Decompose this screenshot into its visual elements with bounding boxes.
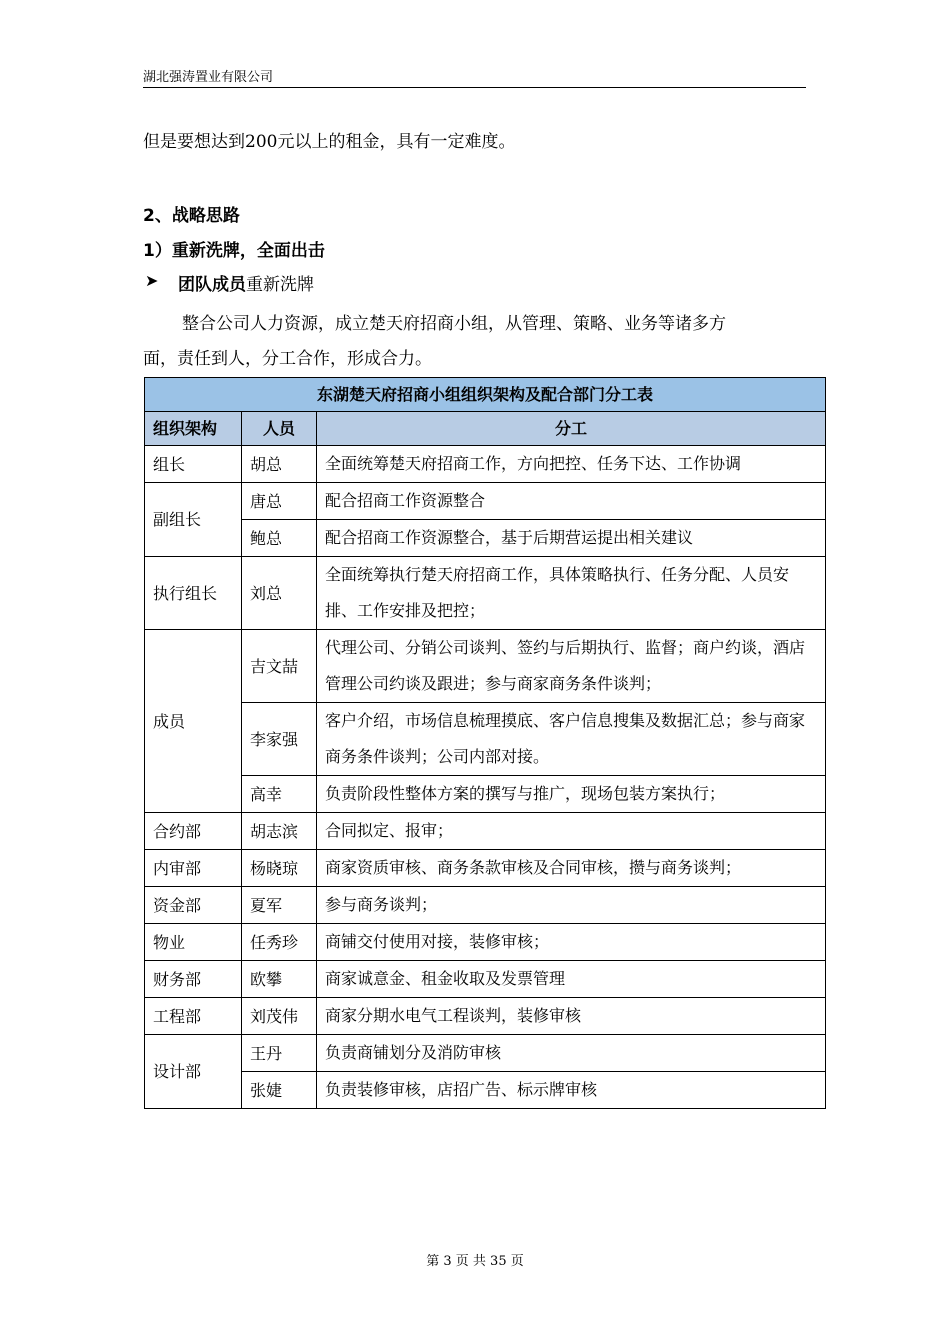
org-cell: 合约部 <box>145 813 242 850</box>
duty-cell: 负责装修审核，店招广告、标示牌审核 <box>317 1072 826 1109</box>
person-cell: 欧攀 <box>242 961 317 998</box>
table-row <box>145 1072 826 1109</box>
table-row <box>145 703 826 776</box>
duty-cell: 客户介绍，市场信息梳理摸底、客户信息搜集及数据汇总；参与商家商务条件谈判；公司内部对接。 <box>317 703 826 776</box>
org-cell: 组长 <box>145 446 242 483</box>
person-cell: 高幸 <box>242 776 317 813</box>
table-row <box>145 520 826 557</box>
org-cell: 成员 <box>145 630 242 813</box>
person-cell: 王丹 <box>242 1035 317 1072</box>
table-title: 东湖楚天府招商小组组织架构及配合部门分工表 <box>145 378 826 412</box>
duty-cell: 商家资质审核、商务条款审核及合同审核，攒与商务谈判； <box>317 850 826 887</box>
table-row <box>145 1035 826 1072</box>
page-footer: 第 3 页 共 35 页 <box>426 1254 524 1269</box>
org-cell: 物业 <box>145 924 242 961</box>
org-cell: 执行组长 <box>145 557 242 630</box>
duty-cell: 代理公司、分销公司谈判、签约与后期执行、监督；商户约谈，酒店管理公司约谈及跟进；参与商家商务条件谈判； <box>317 630 826 703</box>
header-company: 湖北强涛置业有限公司 <box>143 70 274 85</box>
duty-cell: 参与商务谈判； <box>317 887 826 924</box>
org-cell: 副组长 <box>145 483 242 557</box>
org-cell: 设计部 <box>145 1035 242 1109</box>
duty-cell: 商铺交付使用对接，装修审核； <box>317 924 826 961</box>
person-cell: 张婕 <box>242 1072 317 1109</box>
person-cell: 任秀珍 <box>242 924 317 961</box>
person-cell: 刘总 <box>242 557 317 630</box>
section-heading: 2、战略思路 <box>143 206 240 226</box>
bullet-rest: 重新洗牌 <box>246 275 314 295</box>
table-row <box>145 557 826 630</box>
person-cell: 胡总 <box>242 446 317 483</box>
table-row <box>145 850 826 887</box>
person-cell: 唐总 <box>242 483 317 520</box>
para-line-1: 整合公司人力资源，成立楚天府招商小组，从管理、策略、业务等诸多方 <box>182 314 726 334</box>
duty-cell: 配合招商工作资源整合，基于后期营运提出相关建议 <box>317 520 826 557</box>
bullet-bold: 团队成员 <box>178 275 246 295</box>
table-row <box>145 813 826 850</box>
duty-cell: 全面统筹楚天府招商工作，方向把控、任务下达、工作协调 <box>317 446 826 483</box>
duty-cell: 配合招商工作资源整合 <box>317 483 826 520</box>
person-cell: 刘茂伟 <box>242 998 317 1035</box>
bullet-arrow-icon: ➤ <box>145 271 159 290</box>
person-cell: 夏军 <box>242 887 317 924</box>
person-cell: 吉文喆 <box>242 630 317 703</box>
bullet-line <box>178 270 314 295</box>
org-cell: 资金部 <box>145 887 242 924</box>
org-table <box>144 377 826 1109</box>
table-row <box>145 998 826 1035</box>
table-row <box>145 887 826 924</box>
table-row <box>145 924 826 961</box>
duty-cell: 全面统筹执行楚天府招商工作，具体策略执行、任务分配、人员安排、工作安排及把控； <box>317 557 826 630</box>
org-cell: 财务部 <box>145 961 242 998</box>
org-cell: 工程部 <box>145 998 242 1035</box>
para-line-2: 面，责任到人，分工合作，形成合力。 <box>143 349 432 369</box>
table-row <box>145 961 826 998</box>
table-row <box>145 446 826 483</box>
body-line-1: 但是要想达到200元以上的租金，具有一定难度。 <box>143 132 516 152</box>
duty-cell: 负责商铺划分及消防审核 <box>317 1035 826 1072</box>
org-cell: 内审部 <box>145 850 242 887</box>
col-header-person: 人员 <box>242 412 317 446</box>
subsection-heading: 1）重新洗牌，全面出击 <box>143 241 325 261</box>
table-row <box>145 483 826 520</box>
header-rule <box>143 87 806 88</box>
duty-cell: 商家诚意金、租金收取及发票管理 <box>317 961 826 998</box>
person-cell: 鲍总 <box>242 520 317 557</box>
table-row <box>145 776 826 813</box>
duty-cell: 合同拟定、报审； <box>317 813 826 850</box>
person-cell: 胡志滨 <box>242 813 317 850</box>
table-row <box>145 630 826 703</box>
col-header-duty: 分工 <box>317 412 826 446</box>
col-header-org: 组织架构 <box>145 412 242 446</box>
person-cell: 杨晓琼 <box>242 850 317 887</box>
duty-cell: 负责阶段性整体方案的撰写与推广，现场包装方案执行； <box>317 776 826 813</box>
person-cell: 李家强 <box>242 703 317 776</box>
duty-cell: 商家分期水电气工程谈判，装修审核 <box>317 998 826 1035</box>
